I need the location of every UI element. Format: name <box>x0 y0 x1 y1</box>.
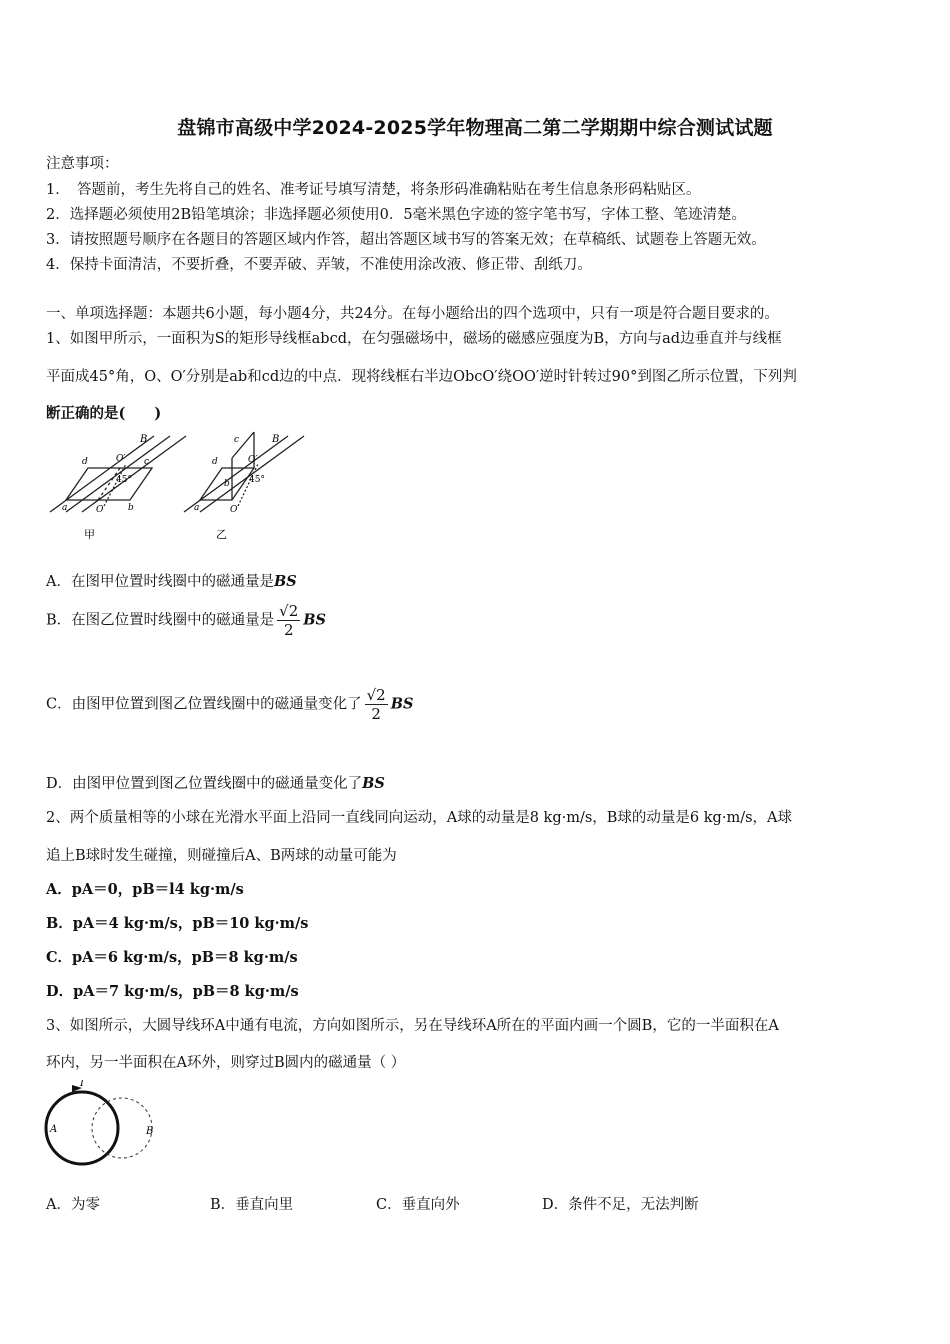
fig2-label-b: b <box>224 479 230 489</box>
q1-stem-line3: 断正确的是( ) <box>46 405 162 422</box>
q3-stem-line1: 3、如图所示，大圆导线环A中通有电流，方向如图所示，另在导线环A所在的平面内画一个圆B，它的一半面积在A <box>46 1018 779 1034</box>
q1-option-c[interactable]: C．由图甲位置到图乙位置线圈中的磁通量变化了 $\frac{√2}{2}$ BS <box>46 686 414 723</box>
q1-stem-line1: 1、如图甲所示，一面积为S的矩形导线框abcd，在匀强磁场中，磁场的磁感应强度为B，方向与ad边垂直并与线框 <box>46 331 782 347</box>
fig2-label-c: c <box>234 435 240 445</box>
fig2-label-O: O <box>230 505 238 515</box>
fig3-label-I: I <box>80 1080 84 1089</box>
q3-figure <box>42 1080 162 1172</box>
fig2-label-d: d <box>212 457 218 467</box>
fig-caption-left: 甲 <box>84 528 95 541</box>
notice-item-1: 1． 答题前，考生先将自己的姓名、准考证号填写清楚，将条形码准确粘贴在考生信息条形码粘贴区。 <box>46 182 701 198</box>
fig-label-angle: 45° <box>116 475 132 485</box>
q3-stem-line2: 环内，另一半面积在A环外，则穿过B圆内的磁通量（ ） <box>46 1055 406 1071</box>
fig-label-b: b <box>128 503 134 513</box>
q1-figure <box>44 428 314 546</box>
section-heading: 一、单项选择题：本题共6小题，每小题4分，共24分。在每小题给出的四个选项中，只有一项是符合题目要求的。 <box>46 306 779 322</box>
q3-option-c[interactable]: C．垂直向外 <box>376 1197 460 1213</box>
notice-item-3: 3．请按照题号顺序在各题目的答题区域内作答，超出答题区域书写的答案无效；在草稿纸、试题卷上答题无效。 <box>46 232 766 248</box>
fig-label-d: d <box>82 457 88 467</box>
q2-stem-line2: 追上B球时发生碰撞，则碰撞后A、B两球的动量可能为 <box>46 848 397 864</box>
fig-label-O: O <box>96 505 104 515</box>
fig-caption-right: 乙 <box>216 528 227 541</box>
q2-option-d[interactable]: D．pA＝7 kg·m/s，pB＝8 kg·m/s <box>46 983 299 1000</box>
q2-option-b[interactable]: B．pA＝4 kg·m/s，pB＝10 kg·m/s <box>46 915 309 932</box>
fraction: $\frac{√2}{2}$ <box>279 602 299 639</box>
fig-label-B2: B <box>272 434 280 445</box>
q3-option-a[interactable]: A．为零 <box>46 1197 100 1213</box>
fig-label-Op: O′ <box>116 454 126 464</box>
page-title: 盘锦市高级中学2024-2025学年物理高二第二学期期中综合测试试题 <box>177 117 773 139</box>
q3-option-b[interactable]: B．垂直向里 <box>210 1197 294 1213</box>
notice-item-4: 4．保持卡面清洁，不要折叠，不要弄破、弄皱，不准使用涂改液、修正带、刮纸刀。 <box>46 257 592 273</box>
q1-option-a[interactable]: A．在图甲位置时线圈中的磁通量是BS <box>46 573 297 590</box>
q2-option-c[interactable]: C．pA＝6 kg·m/s，pB＝8 kg·m/s <box>46 949 298 966</box>
q2-option-a[interactable]: A．pA＝0，pB＝l4 kg·m/s <box>46 881 244 898</box>
q1-stem-line2: 平面成45°角，O、O′分别是ab和cd边的中点．现将线框右半边ObcO′绕OO′逆时针转过90°到图乙所示位置，下列判 <box>46 369 797 385</box>
fig2-label-Op: O′ <box>248 455 258 465</box>
fig2-label-angle: 45° <box>249 475 265 485</box>
fig-label-a: a <box>62 503 68 513</box>
fig-label-B: B <box>140 434 148 445</box>
q3-option-d[interactable]: D．条件不足，无法判断 <box>542 1197 699 1213</box>
fig2-label-a: a <box>194 503 200 513</box>
notice-item-2: 2．选择题必须使用2B铅笔填涂；非选择题必须使用0．5毫米黑色字迹的签字笔书写，字体工整、笔迹清楚。 <box>46 207 747 223</box>
q1-option-b[interactable]: B．在图乙位置时线圈中的磁通量是 $\frac{√2}{2}$ BS <box>46 602 326 639</box>
fig3-label-B: B <box>146 1126 154 1137</box>
fraction: $\frac{√2}{2}$ <box>366 686 386 723</box>
q1-option-d[interactable]: D．由图甲位置到图乙位置线圈中的磁通量变化了BS <box>46 775 385 792</box>
q2-stem-line1: 2、两个质量相等的小球在光滑水平面上沿同一直线同向运动，A球的动量是8 kg·m/s，B球的动量是6 kg·m/s，A球 <box>46 810 792 826</box>
fig3-label-A: A <box>50 1124 58 1135</box>
fig-label-c: c <box>144 457 150 467</box>
notice-heading: 注意事项： <box>46 156 119 172</box>
